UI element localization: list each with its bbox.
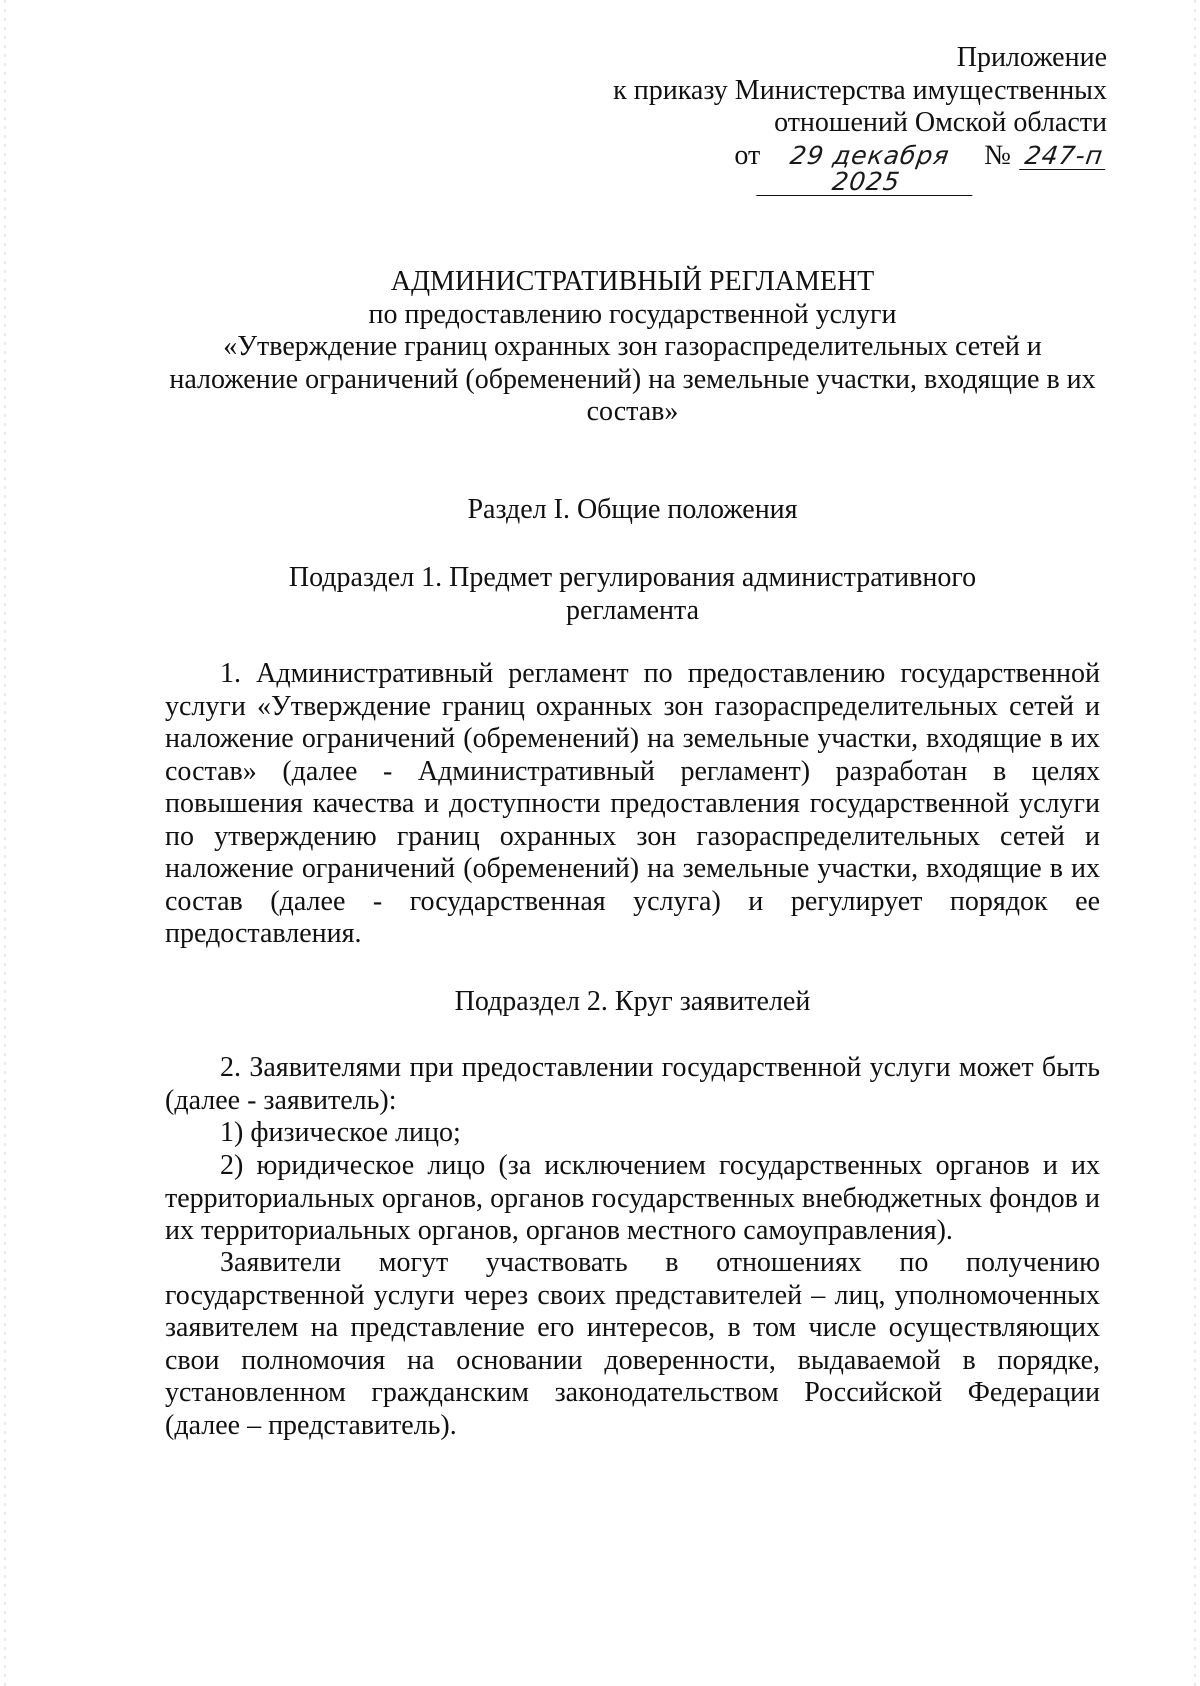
document-title: [165, 266, 1100, 429]
scan-edge-right: [1194, 0, 1196, 1686]
approval-block: [547, 42, 1107, 196]
approval-date-number-line: [547, 140, 1107, 196]
list-item-legal-entity: 2) юридическое лицо (за исключением государственных органов и их территориальных органов, органов государственных внебюджетных фондов и их территориальных органов, органов местного самоуправления).: [165, 1150, 1100, 1246]
from-label: от: [734, 139, 761, 171]
paragraph-2: 2. Заявителями при предоставлении государственной услуги может быть (далее - заявитель):: [165, 1052, 1100, 1116]
scan-edge-left: [4, 0, 6, 1686]
section-1-heading: Раздел I. Общие положения: [467, 494, 798, 525]
title-line-4: наложение ограничений (обременений) на земельные участки, входящие в их: [169, 363, 1096, 395]
title-main: АДМИНИСТРАТИВНЫЙ РЕГЛАМЕНТ: [390, 266, 875, 297]
approval-line-1: Приложение: [956, 42, 1107, 73]
handwritten-date: 29 декабря 2025: [757, 143, 980, 196]
subsection-2-heading: Подраздел 2. Круг заявителей: [454, 986, 811, 1017]
subsection-1-heading-line-1: Подраздел 1. Предмет регулирования административного: [288, 562, 977, 593]
title-line-2: по предоставлению государственной услуги: [368, 298, 897, 330]
paragraph-1: 1. Административный регламент по предоставлению государственной услуги «Утверждение границ охранных зон газораспределительных сетей и наложение ограничений (обременений) на земельные участки, входящие в их состав» (далее - Административный регламент) разработан в целях повышения качества и доступности предоставления государственной услуги по утверждению границ охранных зон газораспределительных сетей и наложение ограничений (обременений) на земельные участки, входящие в их состав (далее - государственная услуга) и регулирует порядок ее предоставления.: [165, 658, 1100, 949]
list-item-physical-person: 1) физическое лицо;: [220, 1117, 461, 1148]
handwritten-number: 247-п: [1019, 143, 1109, 170]
subsection-1-heading-line-2: регламента: [565, 594, 700, 626]
approval-line-2: к приказу Министерства имущественных: [613, 74, 1107, 106]
paragraph-representatives: Заявители могут участвовать в отношениях по получению государственной услуги через своих представителей – лиц, уполномоченных заявителем на представление его интересов, в том числе осуществляющих свои полномочия на основании доверенности, выдаваемой в порядке, установленном гражданским законодательством Российской Федерации (далее – представитель).: [165, 1247, 1100, 1441]
number-label: №: [984, 139, 1011, 171]
title-line-3: «Утверждение границ охранных зон газораспределительных сетей и: [223, 331, 1042, 362]
title-line-5: состав»: [586, 396, 679, 427]
subsection-1-heading: [165, 562, 1100, 627]
approval-line-3: отношений Омской области: [774, 107, 1107, 138]
